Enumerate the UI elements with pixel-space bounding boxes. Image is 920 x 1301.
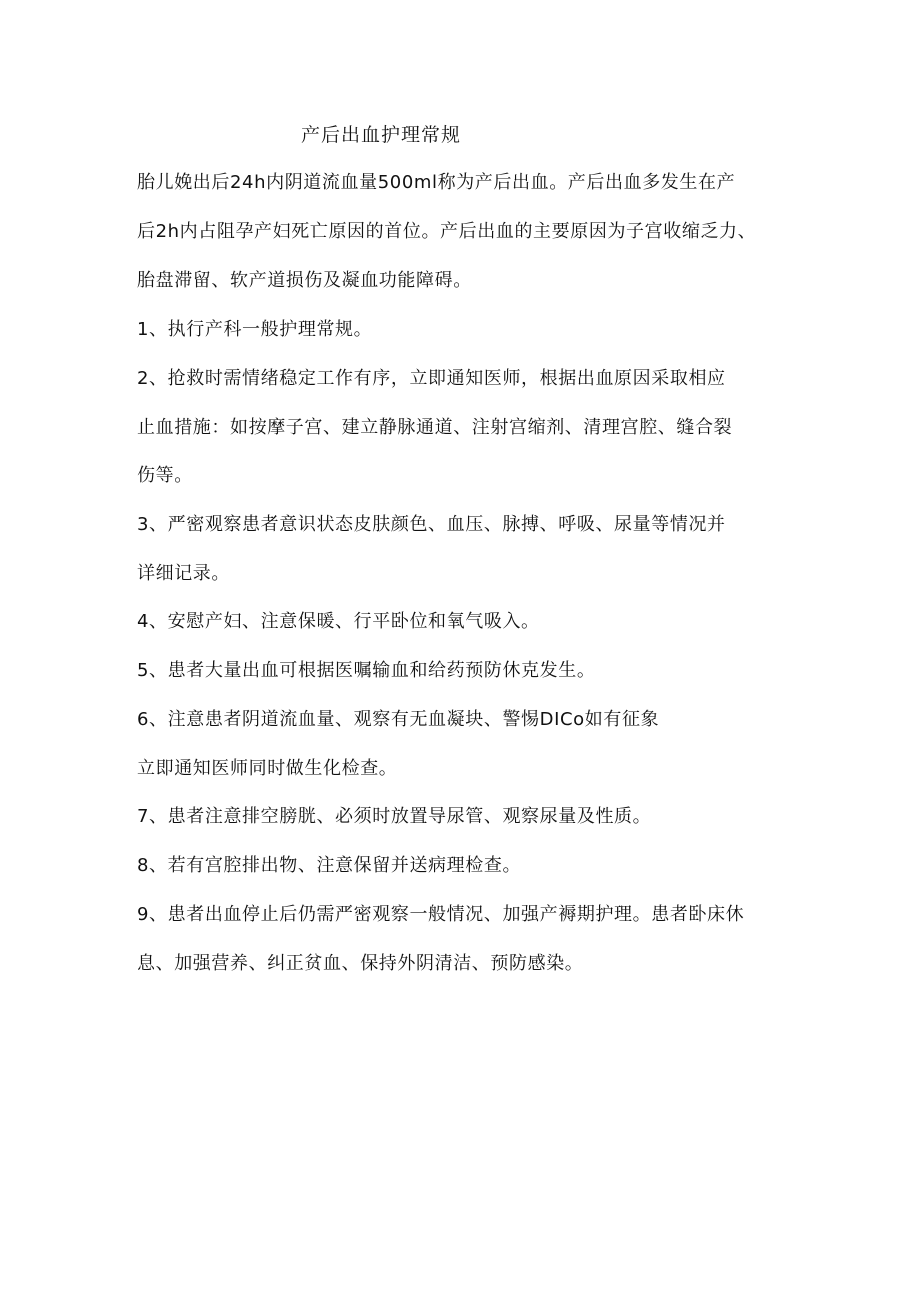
item-line: 止血措施：如按摩子宫、建立静脉通道、注射宫缩剂、清理宫腔、缝合裂	[137, 417, 733, 438]
item-line: 详细记录。	[137, 563, 230, 584]
item-line: 4、安慰产妇、注意保暖、行平卧位和氧气吸入。	[137, 611, 540, 632]
item-line: 立即通知医师同时做生化检查。	[137, 758, 398, 779]
intro-line: 后2h内占阻孕产妇死亡原因的首位。产后出血的主要原因为子宫收缩乏力、	[137, 221, 757, 242]
item-line: 5、患者大量出血可根据医嘱输血和给药预防休克发生。	[137, 660, 596, 681]
intro-line: 胎儿娩出后24h内阴道流血量500ml称为产后出血。产后出血多发生在产	[137, 172, 736, 193]
intro-line: 胎盘滞留、软产道损伤及凝血功能障碍。	[137, 270, 472, 291]
item-line: 1、执行产科一般护理常规。	[137, 319, 373, 340]
item-line: 7、患者注意排空膀胱、必须时放置导尿管、观察尿量及性质。	[137, 806, 652, 827]
document-title: 产后出血护理常规	[301, 124, 462, 146]
item-line: 9、患者出血停止后仍需严密观察一般情况、加强产褥期护理。患者卧床休	[137, 904, 745, 925]
item-line: 息、加强营养、纠正贫血、保持外阴清洁、预防感染。	[137, 953, 584, 974]
item-line: 8、若有宫腔排出物、注意保留并送病理检查。	[137, 855, 522, 876]
item-line: 3、严密观察患者意识状态皮肤颜色、血压、脉搏、呼吸、尿量等情况并	[137, 514, 726, 535]
item-line: 6、注意患者阴道流血量、观察有无血凝块、警惕DICo如有征象	[137, 709, 660, 730]
item-line: 伤等。	[137, 465, 193, 486]
item-line: 2、抢救时需情绪稳定工作有序，立即通知医师，根据出血原因采取相应	[137, 368, 726, 389]
